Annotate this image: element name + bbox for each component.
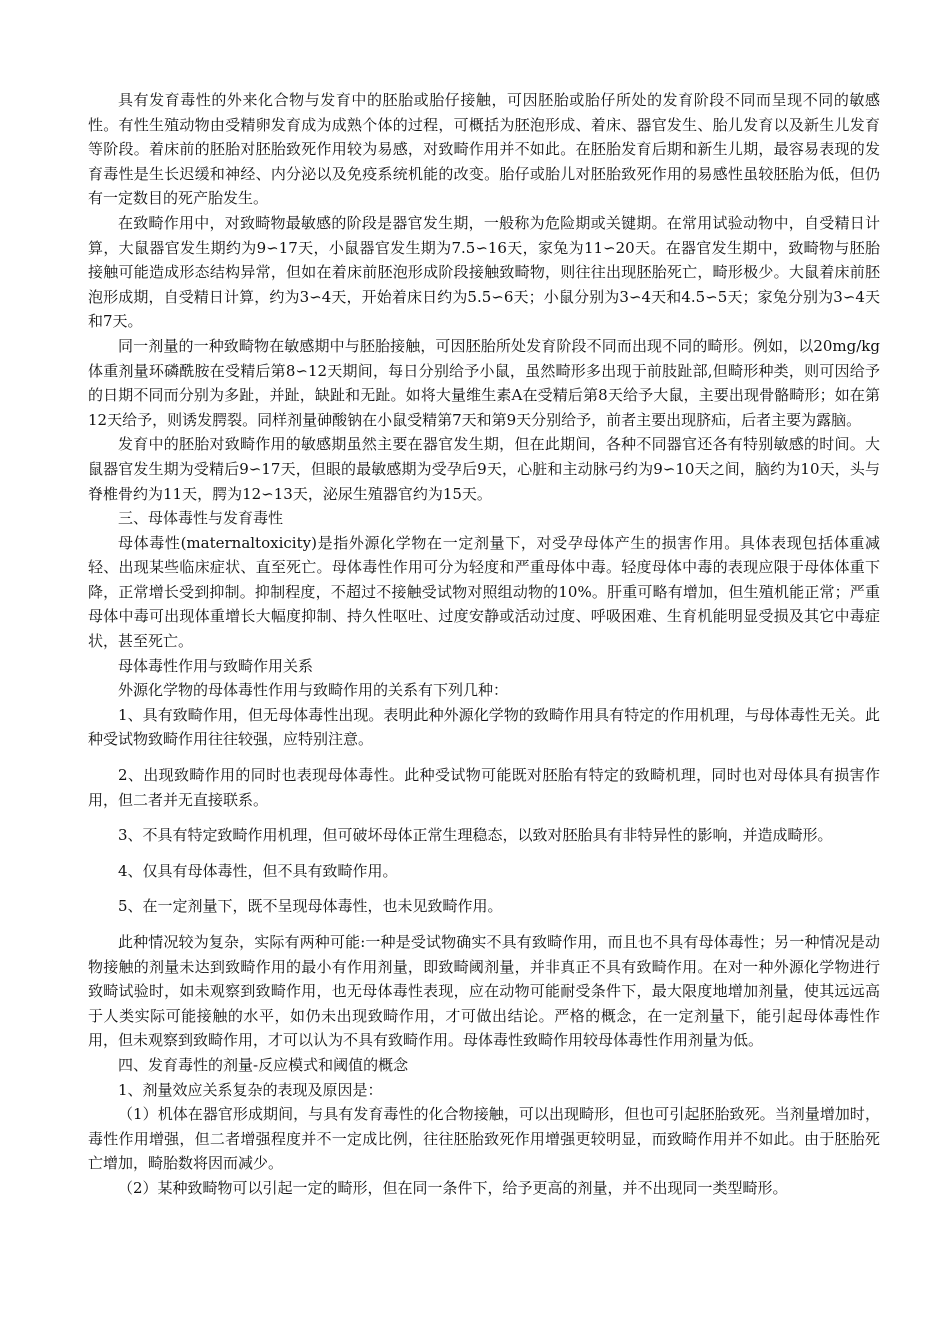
list-item-1: 1、具有致畸作用，但无母体毒性出现。表明此种外源化学物的致畸作用具有特定的作用机理，与母体毒性无关。此种受试物致畸作用往往较强，应特别注意。	[88, 705, 880, 749]
paragraph-developmental-sensitivity: 具有发育毒性的外来化合物与发育中的胚胎或胎仔接触，可因胚胎或胎仔所处的发育阶段不同而呈现不同的敏感性。有性生殖动物由受精卵发育成为成熟个体的过程，可概括为胚泡形成、着床、器官发生、胎儿发育以及新生儿发育等阶段。着床前的胚胎对胚胎致死作用较为易感，对致畸作用并不如此。在胚胎发育后期和新生儿期，最容易表现的发育毒性是生长迟缓和神经、内分泌以及免疫系统机能的改变。胎仔或胎儿对胚胎致死作用的易感性虽较胚胎为低，但仍有一定数目的死产胎发生。	[88, 91, 880, 208]
section-heading-dose-response: 四、发育毒性的剂量-反应模式和阈值的概念	[118, 1055, 409, 1074]
document-body	[88, 88, 880, 1201]
paragraph-critical-period: 在致畸作用中，对致畸物最敏感的阶段是器官发生期，一般称为危险期或关键期。在常用试验动物中，自受精日计算，大鼠器官发生期约为9∽17天，小鼠器官发生期为7.5∽16天，家兔为11∽20天。在器官发生期中，致畸物与胚胎接触可能造成形态结构异常，但如在着床前胚泡形成阶段接触致畸物，则往往出现胚胎死亡，畸形极少。大鼠着床前胚泡形成期，自受精日计算，约为3∽4天，开始着床日约为5.5∽6天；小鼠分别为3∽4天和4.5∽5天；家兔分别为3∽4天和7天。	[88, 213, 880, 331]
paragraph-complex-situation: 此种情况较为复杂，实际有两种可能:一种是受试物确实不具有致畸作用，而且也不具有母体毒性；另一种情况是动物接触的剂量未达到致畸作用的最小有作用剂量，即致畸阈剂量，并非真正不具有致畸作用。在对一种外源化学物进行致畸试验时，如未观察到致畸作用，也无母体毒性表现，应在动物可能耐受条件下，最大限度地增加剂量，使其远远高于人类实际可能接触的水平，如仍未出现致畸作用，才可做出结论。严格的概念，在一定剂量下，能引起母体毒性作用，但未观察到致畸作用，才可以认为不具有致畸作用。母体毒性致畸作用较母体毒性作用剂量为低。	[88, 933, 880, 1050]
list-item-2: 2、出现致畸作用的同时也表现母体毒性。此种受试物可能既对胚胎有特定的致畸机理，同时也对母体具有损害作用，但二者并无直接联系。	[88, 766, 880, 809]
paragraph-maternal-toxicity-definition: 母体毒性(maternaltoxicity)是指外源化学物在一定剂量下，对受孕母体产生的损害作用。具体表现包括体重减轻、出现某些临床症状、直至死亡。母体毒性作用可分为轻度和严重母体中毒。轻度母体中毒的表现应限于母体体重下降，正常增长受到抑制。抑制程度，不超过不接触受试物对照组动物的10%。肝重可略有增加，但生殖机能正常；严重母体中毒可出现体重增长大幅度抑制、持久性呕吐、过度安静或活动过度、呼吸困难、生育机能明显受损及其它中毒症状，甚至死亡。	[88, 533, 880, 651]
paragraph-reason-2: （2）某种致畸物可以引起一定的畸形，但在同一条件下，给予更高的剂量，并不出现同一类型畸形。	[118, 1178, 788, 1197]
paragraph-same-dose-different-malformation: 同一剂量的一种致畸物在敏感期中与胚胎接触，可因胚胎所处发育阶段不同而出现不同的畸形。例如，以20mg/kg体重剂量环磷酰胺在受精后第8∽12天期间，每日分别给予小鼠，虽然畸形多出现于前肢趾部,但畸形种类，则可因给予的日期不同而分别为多趾，并趾，缺趾和无趾。如将大量维生素A在受精后第8天给予大鼠，主要出现骨骼畸形；如在第12天给予，则诱发腭裂。同样剂量砷酸钠在小鼠受精第7天和第9天分别给予，前者主要出现脐疝，后者主要为露脑。	[88, 336, 880, 429]
subheading-maternal-teratogenic-relation: 母体毒性作用与致畸作用关系	[118, 656, 314, 675]
section-heading-maternal-toxicity: 三、母体毒性与发育毒性	[118, 509, 284, 528]
paragraph-relation-intro: 外源化学物的母体毒性作用与致畸作用的关系有下列几种：	[118, 681, 509, 700]
list-item-5: 5、在一定剂量下，既不呈现母体毒性，也未见致畸作用。	[118, 897, 503, 916]
list-item-3: 3、不具有特定致畸作用机理，但可破坏母体正常生理稳态，以致对胚胎具有非特异性的影响，并造成畸形。	[118, 826, 833, 845]
subheading-dose-effect-reasons: 1、剂量效应关系复杂的表现及原因是：	[118, 1080, 383, 1099]
paragraph-organ-sensitive-times: 发育中的胚胎对致畸作用的敏感期虽然主要在器官发生期，但在此期间，各种不同器官还各有特别敏感的时间。大鼠器官发生期为受精后9∽17天，但眼的最敏感期为受孕后9天，心脏和主动脉弓约为9∽10天之间，脑约为10天，头与脊椎骨约为11天，腭为12∽13天，泌尿生殖器官约为15天。	[88, 435, 880, 503]
list-item-4: 4、仅具有母体毒性，但不具有致畸作用。	[118, 861, 398, 880]
paragraph-reason-1: （1）机体在器官形成期间，与具有发育毒性的化合物接触，可以出现畸形，但也可引起胚胎致死。当剂量增加时，毒性作用增强，但二者增强程度并不一定成比例，往往胚胎致死作用增强更较明显，而致畸作用并不如此。由于胚胎死亡增加，畸胎数将因而减少。	[88, 1105, 880, 1173]
